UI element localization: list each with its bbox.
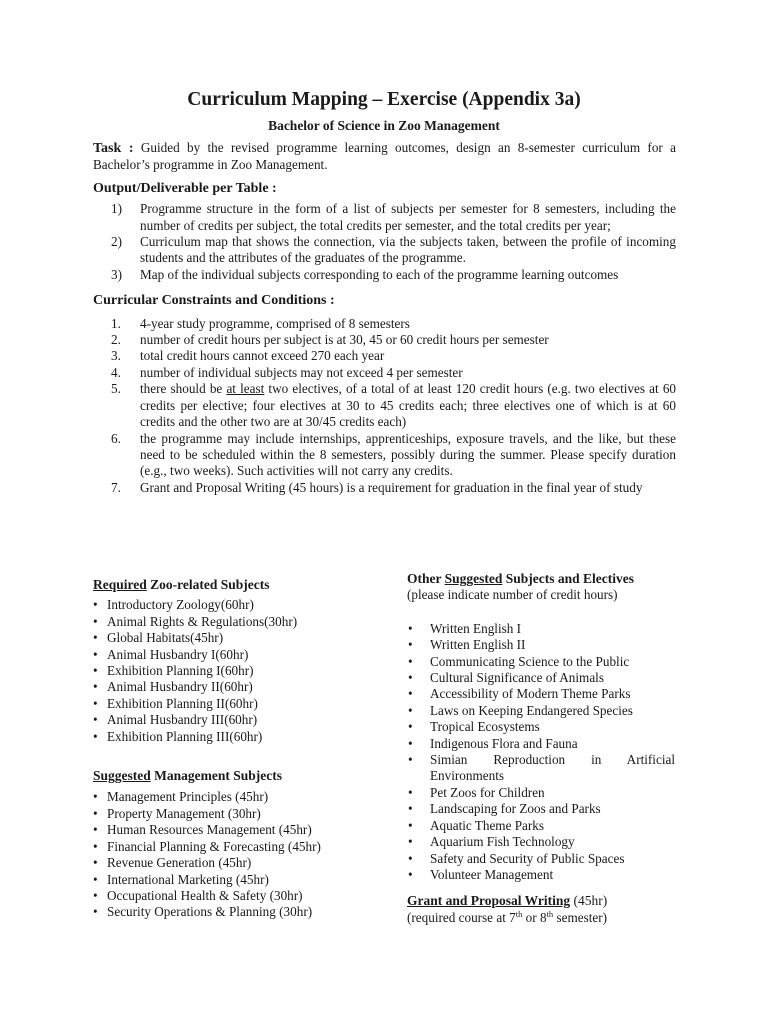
output-item-text: Map of the individual subjects corresponding to each of the programme learning outcomes	[140, 266, 619, 282]
bullet-icon: •	[93, 613, 98, 629]
grant-note-sup: th	[515, 908, 523, 919]
constraint-text: number of credit hours per subject is at 30, 45 or 60 credit hours per semester	[140, 332, 549, 348]
list-item-text: Landscaping for Zoos and Parks	[430, 801, 601, 817]
bullet-icon: •	[408, 653, 413, 669]
bullet-icon: •	[408, 817, 413, 833]
list-item-text: Communicating Science to the Public	[430, 653, 630, 669]
constraint-number: 4.	[111, 364, 121, 380]
list-item	[93, 614, 353, 630]
list-item-text: Security Operations & Planning (30hr)	[107, 904, 313, 920]
list-item-text: Cultural Significance of Animals	[430, 670, 604, 686]
constraint-item	[93, 381, 676, 430]
constraint-number: 2.	[111, 332, 121, 348]
list-item	[93, 712, 353, 728]
list-item	[93, 789, 353, 805]
grant-note	[407, 910, 675, 926]
bullet-icon: •	[408, 637, 413, 653]
other-heading-underlined: Suggested	[444, 571, 503, 586]
bullet-icon: •	[408, 620, 413, 636]
main-body	[93, 140, 676, 496]
grant-note-mid: or 8	[522, 909, 547, 925]
output-heading: Output/Deliverable per Table :	[93, 180, 277, 196]
constraints-heading: Curricular Constraints and Conditions :	[93, 293, 335, 309]
required-list	[93, 597, 353, 745]
constraint-item	[93, 365, 676, 381]
constraint-number: 3.	[111, 348, 121, 364]
task-label: Task :	[93, 141, 134, 156]
task-text: Guided by the revised programme learning outcomes, design an 8-semester curriculum for a Bachelor’s programme in Zoo Management.	[93, 140, 677, 173]
management-heading-underlined: Suggested	[93, 768, 151, 784]
bullet-icon: •	[408, 686, 413, 702]
output-item-number: 1)	[111, 201, 122, 217]
list-item	[93, 904, 353, 920]
constraint-text-pre: there should be	[140, 381, 227, 397]
grant-note-post: semester)	[553, 909, 608, 925]
list-item	[407, 621, 675, 637]
document-subtitle: Bachelor of Science in Zoo Management	[268, 118, 500, 133]
bullet-icon: •	[93, 789, 98, 805]
grant-note-pre: (required course at 7	[407, 909, 516, 925]
bullet-icon: •	[408, 719, 413, 735]
output-item	[93, 234, 676, 267]
list-item-text: Management Principles (45hr)	[107, 789, 269, 805]
list-item	[93, 839, 353, 855]
list-item	[407, 851, 675, 867]
constraint-text: 4-year study programme, comprised of 8 semesters	[140, 315, 410, 331]
list-item-text: Safety and Security of Public Spaces	[430, 850, 625, 866]
list-item	[93, 806, 353, 822]
bullet-icon: •	[408, 735, 413, 751]
constraint-item	[93, 348, 676, 364]
list-item	[93, 855, 353, 871]
constraint-text: number of individual subjects may not exceed 4 per semester	[140, 364, 463, 380]
bullet-icon: •	[408, 670, 413, 686]
list-item-text: Aquarium Fish Technology	[430, 834, 575, 850]
constraint-number: 6.	[111, 430, 121, 446]
list-item	[407, 703, 675, 719]
task-paragraph	[93, 140, 676, 174]
required-heading-underlined: Required	[93, 577, 147, 592]
constraint-item	[93, 480, 676, 496]
list-item-text: Property Management (30hr)	[107, 805, 261, 821]
other-heading-pre: Other	[407, 571, 445, 586]
constraint-text: Grant and Proposal Writing (45 hours) is a requirement for graduation in the final year of study	[140, 479, 643, 495]
list-item-text: Exhibition Planning I(60hr)	[107, 663, 254, 679]
required-heading-rest: Zoo-related Subjects	[146, 577, 270, 592]
bullet-icon: •	[408, 866, 413, 882]
constraint-text-underline: at least	[226, 381, 265, 397]
bullet-icon: •	[408, 801, 413, 817]
list-item	[407, 785, 675, 801]
list-item-text: Animal Rights & Regulations(30hr)	[107, 613, 298, 629]
management-list	[93, 789, 353, 920]
list-item-text: Tropical Ecosystems	[430, 719, 540, 735]
list-item-text: Written English I	[430, 620, 522, 636]
list-item-text: Accessibility of Modern Theme Parks	[430, 686, 631, 702]
constraint-number: 5.	[111, 381, 121, 397]
list-item	[407, 834, 675, 850]
bullet-icon: •	[93, 822, 98, 838]
bullet-icon: •	[93, 805, 98, 821]
constraints-list	[93, 316, 676, 496]
constraint-number: 1.	[111, 315, 121, 331]
bullet-icon: •	[93, 855, 98, 871]
grant-heading-underlined: Grant and Proposal Writing	[407, 893, 571, 909]
bullet-icon: •	[93, 712, 98, 728]
bullet-icon: •	[93, 887, 98, 903]
list-item-text: Volunteer Management	[430, 866, 554, 882]
required-heading	[93, 577, 353, 593]
list-item-text: Financial Planning & Forecasting (45hr)	[107, 838, 321, 854]
constraint-text: the programme may include internships, apprenticeships, exposure travels, and the like, but these need to be scheduled within the 8 semesters, possibly during the summer. Please specify duration (e.g., two weeks). Such activities will not carry any credits.	[140, 430, 676, 479]
bullet-icon: •	[408, 702, 413, 718]
list-item-text: Human Resources Management (45hr)	[107, 822, 312, 838]
list-item	[407, 686, 675, 702]
list-item-text: Revenue Generation (45hr)	[107, 855, 252, 871]
other-list	[407, 621, 675, 884]
list-item	[93, 597, 353, 613]
constraint-number: 7.	[111, 479, 121, 495]
list-item	[407, 670, 675, 686]
list-item	[407, 752, 675, 785]
grant-note-sup: th	[546, 908, 554, 919]
constraint-text-post: two electives, of a total of at least 120 credit hours (e.g. two electives at 60 credits per elective; four electives at 30 to 45 credits each; three electives one of which is at 60 credits and the other two are at 30/45 credits each)	[140, 381, 677, 430]
list-item-text: Indigenous Flora and Fauna	[430, 735, 578, 751]
list-item-text: Occupational Health & Safety (30hr)	[107, 887, 303, 903]
list-item	[407, 801, 675, 817]
bullet-icon: •	[93, 679, 98, 695]
bullet-icon: •	[408, 850, 413, 866]
list-item	[93, 630, 353, 646]
bullet-icon: •	[408, 752, 413, 768]
bullet-icon: •	[408, 834, 413, 850]
list-item	[407, 637, 675, 653]
grant-hours: (45hr)	[570, 893, 608, 909]
list-item-text: Aquatic Theme Parks	[430, 817, 545, 833]
list-item	[93, 872, 353, 888]
list-item	[93, 822, 353, 838]
management-heading	[93, 768, 353, 784]
output-item-text: Curriculum map that shows the connection, via the subjects taken, between the profile of incoming students and the attributes of the graduates of the programme.	[140, 234, 676, 266]
output-item	[93, 267, 676, 283]
list-item-text: Simian Reproduction in Artificial Environments	[430, 752, 675, 784]
bullet-icon: •	[93, 838, 98, 854]
bullet-icon: •	[93, 695, 98, 711]
list-item	[93, 663, 353, 679]
list-item-text: Animal Husbandry II(60hr)	[107, 679, 253, 695]
bullet-icon: •	[93, 646, 98, 662]
output-item-number: 2)	[111, 234, 122, 250]
management-heading-rest: Management Subjects	[150, 768, 283, 784]
list-item	[407, 654, 675, 670]
list-item	[93, 888, 353, 904]
list-item	[407, 736, 675, 752]
list-item	[93, 729, 353, 745]
list-item	[407, 719, 675, 735]
list-item-text: Laws on Keeping Endangered Species	[430, 702, 633, 718]
list-item-text: Written English II	[430, 637, 526, 653]
right-column	[407, 571, 675, 926]
list-item-text: Global Habitats(45hr)	[107, 630, 224, 646]
list-item-text: Exhibition Planning II(60hr)	[107, 695, 258, 711]
grant-heading	[407, 893, 675, 909]
list-item	[93, 696, 353, 712]
bullet-icon: •	[93, 871, 98, 887]
constraint-item	[93, 431, 676, 480]
list-item	[407, 867, 675, 883]
other-heading	[407, 571, 675, 587]
list-item	[407, 818, 675, 834]
output-item-number: 3)	[111, 266, 122, 282]
left-column	[93, 577, 353, 921]
list-item-text: Animal Husbandry I(60hr)	[107, 646, 249, 662]
list-item-text: Animal Husbandry III(60hr)	[107, 712, 258, 728]
bullet-icon: •	[93, 663, 98, 679]
list-item	[93, 647, 353, 663]
constraint-item	[93, 316, 676, 332]
document-title: Curriculum Mapping – Exercise (Appendix 3a)	[187, 89, 581, 110]
output-list	[93, 201, 676, 283]
constraint-text: total credit hours cannot exceed 270 each year	[140, 348, 385, 364]
output-item-text: Programme structure in the form of a list of subjects per semester for 8 semesters, including the number of credits per subject, the total credits per semester, and the total credits per year;	[140, 201, 676, 233]
bullet-icon: •	[93, 597, 98, 613]
constraint-item	[93, 332, 676, 348]
other-heading-rest: Subjects and Electives	[502, 571, 635, 586]
bullet-icon: •	[93, 630, 98, 646]
output-item	[93, 201, 676, 234]
bullet-icon: •	[408, 784, 413, 800]
list-item-text: Exhibition Planning III(60hr)	[107, 728, 263, 744]
list-item-text: Pet Zoos for Children	[430, 784, 545, 800]
other-note: (please indicate number of credit hours)	[407, 587, 618, 603]
bullet-icon: •	[93, 904, 98, 920]
list-item-text: Introductory Zoology(60hr)	[107, 597, 254, 613]
list-item-text: International Marketing (45hr)	[107, 871, 269, 887]
list-item	[93, 679, 353, 695]
bullet-icon: •	[93, 728, 98, 744]
